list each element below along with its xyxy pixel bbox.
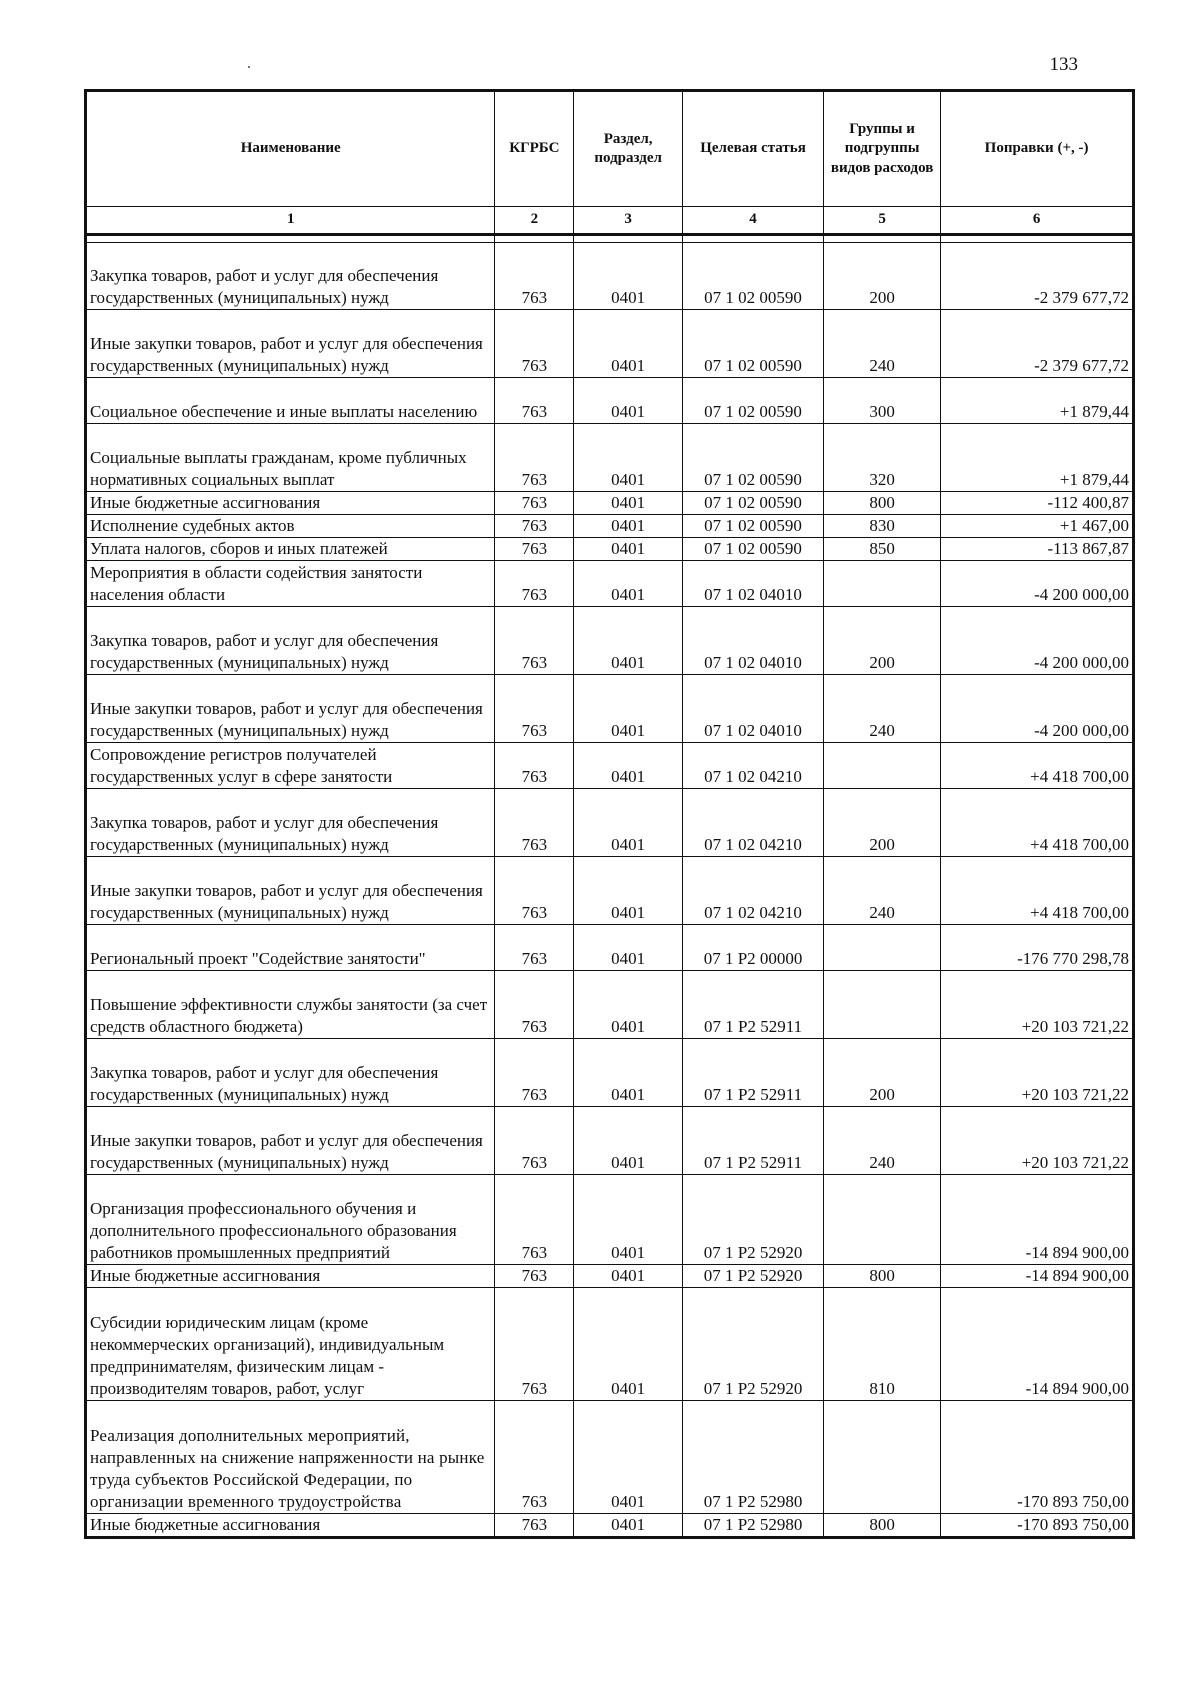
row-kgrbs: 763 bbox=[495, 1401, 574, 1514]
row-kgrbs: 763 bbox=[495, 492, 574, 515]
row-kgrbs: 763 bbox=[495, 857, 574, 925]
row-razdel: 0401 bbox=[574, 561, 683, 607]
table-row bbox=[86, 424, 1134, 492]
table-row bbox=[86, 789, 1134, 857]
row-name: Иные закупки товаров, работ и услуг для обеспечения государственных (муниципальных) нужд bbox=[86, 1107, 495, 1175]
row-kgrbs: 763 bbox=[495, 1265, 574, 1288]
row-razdel: 0401 bbox=[574, 378, 683, 424]
row-name: Социальное обеспечение и иные выплаты населению bbox=[86, 378, 495, 424]
row-celevaya: 07 1 02 00590 bbox=[683, 310, 824, 378]
row-amount: -4 200 000,00 bbox=[941, 675, 1134, 743]
row-amount: -170 893 750,00 bbox=[941, 1514, 1134, 1538]
header-vid: Группы и подгруппы видов расходов bbox=[824, 91, 941, 207]
row-name: Региональный проект "Содействие занятости" bbox=[86, 925, 495, 971]
row-amount: -4 200 000,00 bbox=[941, 607, 1134, 675]
row-celevaya: 07 1 02 00590 bbox=[683, 424, 824, 492]
row-razdel: 0401 bbox=[574, 492, 683, 515]
row-kgrbs: 763 bbox=[495, 789, 574, 857]
row-vid: 800 bbox=[824, 1514, 941, 1538]
row-celevaya: 07 1 02 00590 bbox=[683, 378, 824, 424]
row-razdel: 0401 bbox=[574, 743, 683, 789]
row-vid: 320 bbox=[824, 424, 941, 492]
row-razdel: 0401 bbox=[574, 1107, 683, 1175]
row-vid: 200 bbox=[824, 243, 941, 310]
row-amount: +1 879,44 bbox=[941, 424, 1134, 492]
row-amount: -4 200 000,00 bbox=[941, 561, 1134, 607]
row-celevaya: 07 1 02 00590 bbox=[683, 492, 824, 515]
row-celevaya: 07 1 02 04010 bbox=[683, 675, 824, 743]
col-number: 6 bbox=[941, 207, 1134, 235]
row-amount: +1 879,44 bbox=[941, 378, 1134, 424]
row-amount: +4 418 700,00 bbox=[941, 857, 1134, 925]
row-name: Иные закупки товаров, работ и услуг для обеспечения государственных (муниципальных) нужд bbox=[86, 310, 495, 378]
row-vid: 240 bbox=[824, 675, 941, 743]
row-name: Организация профессионального обучения и дополнительного профессионального образования работников промышленных предприятий bbox=[86, 1175, 495, 1265]
row-vid: 200 bbox=[824, 1039, 941, 1107]
header-kgrbs: КГРБС bbox=[495, 91, 574, 207]
row-vid: 200 bbox=[824, 607, 941, 675]
row-razdel: 0401 bbox=[574, 925, 683, 971]
row-celevaya: 07 1 P2 00000 bbox=[683, 925, 824, 971]
row-razdel: 0401 bbox=[574, 1175, 683, 1265]
row-celevaya: 07 1 P2 52920 bbox=[683, 1175, 824, 1265]
row-name: Мероприятия в области содействия занятости населения области bbox=[86, 561, 495, 607]
row-amount: -112 400,87 bbox=[941, 492, 1134, 515]
row-name: Субсидии юридическим лицам (кроме некоммерческих организаций), индивидуальным предпринимателям, физическим лицам - производителям товаров, работ, услуг bbox=[86, 1288, 495, 1401]
table-row bbox=[86, 515, 1134, 538]
col-number: 4 bbox=[683, 207, 824, 235]
row-kgrbs: 763 bbox=[495, 743, 574, 789]
row-celevaya: 07 1 P2 52911 bbox=[683, 971, 824, 1039]
row-kgrbs: 763 bbox=[495, 675, 574, 743]
row-vid bbox=[824, 1175, 941, 1265]
row-razdel: 0401 bbox=[574, 538, 683, 561]
table-row bbox=[86, 378, 1134, 424]
col-number: 5 bbox=[824, 207, 941, 235]
table-row bbox=[86, 675, 1134, 743]
row-amount: +20 103 721,22 bbox=[941, 1039, 1134, 1107]
row-vid: 810 bbox=[824, 1288, 941, 1401]
row-celevaya: 07 1 02 04210 bbox=[683, 857, 824, 925]
table-row bbox=[86, 971, 1134, 1039]
row-kgrbs: 763 bbox=[495, 243, 574, 310]
header-razdel: Раздел, подраздел bbox=[574, 91, 683, 207]
row-celevaya: 07 1 P2 52920 bbox=[683, 1288, 824, 1401]
row-vid: 240 bbox=[824, 310, 941, 378]
table-row bbox=[86, 1265, 1134, 1288]
row-razdel: 0401 bbox=[574, 424, 683, 492]
table-row bbox=[86, 925, 1134, 971]
page-number: 133 bbox=[1049, 54, 1078, 75]
col-number: 1 bbox=[86, 207, 495, 235]
row-vid bbox=[824, 561, 941, 607]
row-celevaya: 07 1 P2 52920 bbox=[683, 1265, 824, 1288]
row-celevaya: 07 1 02 04010 bbox=[683, 561, 824, 607]
row-amount: -113 867,87 bbox=[941, 538, 1134, 561]
row-name: Уплата налогов, сборов и иных платежей bbox=[86, 538, 495, 561]
row-name: Закупка товаров, работ и услуг для обеспечения государственных (муниципальных) нужд bbox=[86, 607, 495, 675]
row-amount: -170 893 750,00 bbox=[941, 1401, 1134, 1514]
budget-table bbox=[84, 89, 1135, 1539]
table-row bbox=[86, 538, 1134, 561]
table-row bbox=[86, 492, 1134, 515]
table-row bbox=[86, 1175, 1134, 1265]
row-kgrbs: 763 bbox=[495, 1514, 574, 1538]
row-vid: 800 bbox=[824, 492, 941, 515]
row-vid: 240 bbox=[824, 857, 941, 925]
row-razdel: 0401 bbox=[574, 1265, 683, 1288]
row-kgrbs: 763 bbox=[495, 1107, 574, 1175]
header-row bbox=[86, 91, 1134, 207]
row-vid bbox=[824, 971, 941, 1039]
table-row bbox=[86, 857, 1134, 925]
row-kgrbs: 763 bbox=[495, 1175, 574, 1265]
row-kgrbs: 763 bbox=[495, 1288, 574, 1401]
header-amount: Поправки (+, -) bbox=[941, 91, 1134, 207]
scan-speck bbox=[248, 66, 250, 68]
row-kgrbs: 763 bbox=[495, 424, 574, 492]
header-celevaya: Целевая статья bbox=[683, 91, 824, 207]
row-vid: 800 bbox=[824, 1265, 941, 1288]
row-celevaya: 07 1 02 00590 bbox=[683, 515, 824, 538]
row-vid: 300 bbox=[824, 378, 941, 424]
row-celevaya: 07 1 P2 52980 bbox=[683, 1514, 824, 1538]
row-celevaya: 07 1 02 04210 bbox=[683, 789, 824, 857]
row-name: Закупка товаров, работ и услуг для обеспечения государственных (муниципальных) нужд bbox=[86, 243, 495, 310]
row-amount: +20 103 721,22 bbox=[941, 1107, 1134, 1175]
row-celevaya: 07 1 02 04010 bbox=[683, 607, 824, 675]
row-razdel: 0401 bbox=[574, 1288, 683, 1401]
row-razdel: 0401 bbox=[574, 789, 683, 857]
row-kgrbs: 763 bbox=[495, 378, 574, 424]
row-kgrbs: 763 bbox=[495, 561, 574, 607]
row-kgrbs: 763 bbox=[495, 1039, 574, 1107]
row-name: Исполнение судебных актов bbox=[86, 515, 495, 538]
row-amount: +1 467,00 bbox=[941, 515, 1134, 538]
row-amount: -2 379 677,72 bbox=[941, 310, 1134, 378]
row-celevaya: 07 1 P2 52980 bbox=[683, 1401, 824, 1514]
row-celevaya: 07 1 02 04210 bbox=[683, 743, 824, 789]
row-amount: -14 894 900,00 bbox=[941, 1265, 1134, 1288]
row-razdel: 0401 bbox=[574, 1401, 683, 1514]
row-name: Реализация дополнительных мероприятий, направленных на снижение напряженности на рынке труда субъектов Российской Федерации, по организации временного трудоустройства bbox=[86, 1401, 495, 1514]
row-name: Иные бюджетные ассигнования bbox=[86, 1514, 495, 1538]
row-razdel: 0401 bbox=[574, 675, 683, 743]
row-razdel: 0401 bbox=[574, 971, 683, 1039]
row-name: Иные бюджетные ассигнования bbox=[86, 1265, 495, 1288]
row-vid: 200 bbox=[824, 789, 941, 857]
row-razdel: 0401 bbox=[574, 515, 683, 538]
row-celevaya: 07 1 02 00590 bbox=[683, 538, 824, 561]
row-kgrbs: 763 bbox=[495, 515, 574, 538]
row-amount: +20 103 721,22 bbox=[941, 971, 1134, 1039]
row-razdel: 0401 bbox=[574, 857, 683, 925]
row-razdel: 0401 bbox=[574, 243, 683, 310]
row-kgrbs: 763 bbox=[495, 925, 574, 971]
table-row bbox=[86, 1039, 1134, 1107]
row-amount: -14 894 900,00 bbox=[941, 1288, 1134, 1401]
table-row bbox=[86, 1288, 1134, 1401]
row-name: Закупка товаров, работ и услуг для обеспечения государственных (муниципальных) нужд bbox=[86, 1039, 495, 1107]
row-name: Повышение эффективности службы занятости (за счет средств областного бюджета) bbox=[86, 971, 495, 1039]
table-row bbox=[86, 310, 1134, 378]
row-kgrbs: 763 bbox=[495, 607, 574, 675]
header-name: Наименование bbox=[86, 91, 495, 207]
table-row bbox=[86, 1401, 1134, 1514]
row-amount: +4 418 700,00 bbox=[941, 743, 1134, 789]
row-razdel: 0401 bbox=[574, 1039, 683, 1107]
row-kgrbs: 763 bbox=[495, 971, 574, 1039]
row-name: Иные закупки товаров, работ и услуг для обеспечения государственных (муниципальных) нужд bbox=[86, 857, 495, 925]
column-number-row bbox=[86, 207, 1134, 235]
row-vid bbox=[824, 925, 941, 971]
row-name: Закупка товаров, работ и услуг для обеспечения государственных (муниципальных) нужд bbox=[86, 789, 495, 857]
row-razdel: 0401 bbox=[574, 607, 683, 675]
row-celevaya: 07 1 02 00590 bbox=[683, 243, 824, 310]
table-row bbox=[86, 1514, 1134, 1538]
row-amount: -14 894 900,00 bbox=[941, 1175, 1134, 1265]
row-kgrbs: 763 bbox=[495, 310, 574, 378]
row-celevaya: 07 1 P2 52911 bbox=[683, 1039, 824, 1107]
table-row bbox=[86, 607, 1134, 675]
row-vid bbox=[824, 1401, 941, 1514]
row-kgrbs: 763 bbox=[495, 538, 574, 561]
row-razdel: 0401 bbox=[574, 310, 683, 378]
table-row bbox=[86, 743, 1134, 789]
row-celevaya: 07 1 P2 52911 bbox=[683, 1107, 824, 1175]
row-vid bbox=[824, 743, 941, 789]
row-name: Иные бюджетные ассигнования bbox=[86, 492, 495, 515]
row-vid: 240 bbox=[824, 1107, 941, 1175]
row-amount: -2 379 677,72 bbox=[941, 243, 1134, 310]
row-name: Сопровождение регистров получателей государственных услуг в сфере занятости bbox=[86, 743, 495, 789]
col-number: 3 bbox=[574, 207, 683, 235]
table-row bbox=[86, 1107, 1134, 1175]
table-row bbox=[86, 243, 1134, 310]
row-name: Иные закупки товаров, работ и услуг для обеспечения государственных (муниципальных) нужд bbox=[86, 675, 495, 743]
row-vid: 850 bbox=[824, 538, 941, 561]
col-number: 2 bbox=[495, 207, 574, 235]
row-amount: +4 418 700,00 bbox=[941, 789, 1134, 857]
row-name: Социальные выплаты гражданам, кроме публичных нормативных социальных выплат bbox=[86, 424, 495, 492]
spacer-row bbox=[86, 235, 1134, 243]
table-row bbox=[86, 561, 1134, 607]
row-vid: 830 bbox=[824, 515, 941, 538]
row-razdel: 0401 bbox=[574, 1514, 683, 1538]
row-amount: -176 770 298,78 bbox=[941, 925, 1134, 971]
